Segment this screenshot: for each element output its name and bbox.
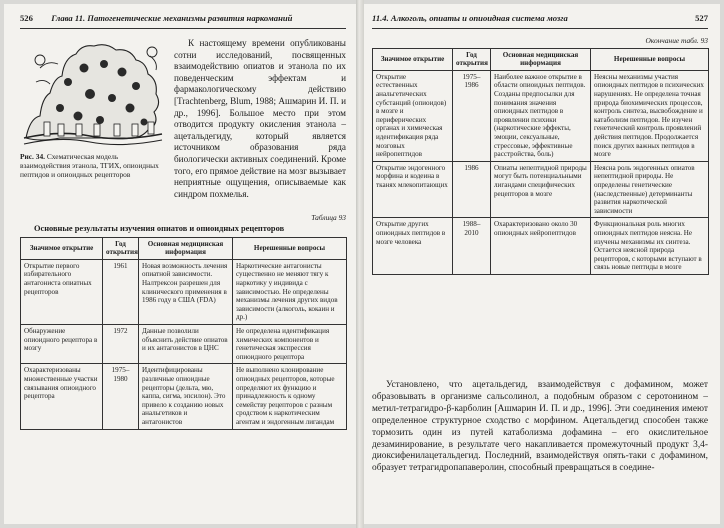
table-row — [21, 364, 347, 429]
left-page — [4, 4, 356, 524]
col-header-discovery: Значимое открытие — [21, 238, 103, 260]
cell-year: 1975–1986 — [453, 70, 491, 161]
body-paragraph: Установлено, что ацетальдегид, взаимодействуя с дофамином, может образовывать в организме сальсолинол, а подобным образом с серотонином – метил-тетрагидро-β-карболин [Ашмарин И. П. и др., 1996]. Эти соединения имеют определенное структурное сходство с морфином. Ацетальдегид способен также тормозить один из путей катаболизма дофамина – его окислительное дезаминирование, в результате чего накапливается промежуточный продукт 3,4-диоксифенилацетальдегид. Последний, взаимодействуя опять-таки с дофамином, образует тетрагидропапаверолин, способный превращаться в соедине- — [372, 380, 708, 474]
cell-info: Данные позволили объяснить действие опиатов и их антагонистов в ЦНС — [139, 324, 233, 363]
table-header-row — [373, 49, 709, 71]
left-table-tag: Таблица 93 — [311, 213, 346, 222]
figure-caption — [20, 152, 166, 180]
table-row — [373, 218, 709, 275]
intro-text-block — [174, 38, 346, 200]
cell-info: Охарактеризовано около 30 опиоидных нейропептидов — [491, 218, 591, 275]
col-header-open: Нерешенные вопросы — [233, 238, 347, 260]
left-running-head — [20, 13, 292, 23]
figure-caption-text: Схематическая модель взаимодействия этанола, ТГИХ, опиоидных пептидов и опиоидных рецепторов — [20, 152, 159, 180]
table-row — [373, 161, 709, 218]
right-table-tag: Окончание табл. 93 — [645, 36, 708, 45]
cell-open: Наркотические антагонисты существенно не меняют тягу к наркотику у индивида с зависимостью. Не определены механизмы лечения других видов зависимости (алкоголь, кокаин и др.) — [233, 259, 347, 324]
right-text-block — [372, 380, 708, 475]
cell-discovery: Открытие эндогенного морфина и кодеина в тканях млекопитающих — [373, 161, 453, 218]
right-head-title: 11.4. Алкоголь, опиаты и опиоидная система мозга — [372, 13, 568, 23]
intro-paragraph: К настоящему времени опубликованы сотни исследований, посвященных взаимодействию опиатов и этанола по их поведенческим эффектам и фармакологическому действию [Trachtenberg, Blum, 1988; Ашмарин И. П. и др., 1996]. Большое место при этом отводится продукту окисления этанола – ацетальдегиду, который является источником образования ряда биологически активных соединений. Кроме того, его прямое действие на мозг вызывает неприятные ощущения, описываемые как синдром похмелья. — [174, 38, 347, 199]
col-header-info: Основная медицинская информация — [139, 238, 233, 260]
left-head-title: Глава 11. Патогенетические механизмы развития наркоманий — [51, 13, 293, 23]
cell-discovery: Открытие первого избирательного антагониста опиатных рецепторов — [21, 259, 103, 324]
cell-year: 1975–1980 — [103, 364, 139, 429]
cell-info: Опиаты непептидной природы могут быть потенциальными лигандами специфических рецепторов в мозге — [491, 161, 591, 218]
col-header-discovery: Значимое открытие — [373, 49, 453, 71]
cell-open: Неясны механизмы участия опиоидных пептидов в психических нарушениях. Не определена точная природа биохимических процессов, контроль синтеза, высвобождение и катаболизм пептидов. Не изучен генетический контроль проявлений действия пептидов. Продолжается поиск других важных пептидов в мозге — [591, 70, 709, 161]
cell-year: 1986 — [453, 161, 491, 218]
cell-year: 1988–2010 — [453, 218, 491, 275]
cell-info: Наиболее важное открытие в области опиоидных пептидов. Созданы предпосылки для понимания значения опиоидных пептидов в проявлении психики (наркотические эффекты, эмоции, сексуальные, стрессовые, эффективные расстройства, боль) — [491, 70, 591, 161]
left-page-number: 526 — [20, 13, 33, 23]
col-header-open: Нерешенные вопросы — [591, 49, 709, 71]
cell-info: Новая возможность лечения опиатной зависимости. Налтрексон разрешен для клинического применения в 1986 году в США (FDA) — [139, 259, 233, 324]
figure-34-illustration — [20, 38, 166, 148]
table-row — [21, 324, 347, 363]
table-left — [20, 237, 347, 430]
right-running-head — [372, 13, 708, 23]
cell-discovery: Обнаружение опиоидного рецептора в мозгу — [21, 324, 103, 363]
cell-discovery: Открытие естественных анальгетических субстанций (опиоидов) в мозге и периферических органах и химическая идентификация ряда мозговых нейропептидов — [373, 70, 453, 161]
cell-open: Неясна роль эндогенных опиатов непептидной природы. Не определены генетические (наследственные) детерминанты развития наркотической зависимости — [591, 161, 709, 218]
figure-caption-label: Рис. 34. — [20, 152, 45, 161]
table-header-row — [21, 238, 347, 260]
table-title: Основные результаты изучения опиатов и опиоидных рецепторов — [34, 224, 285, 233]
col-header-year: Год открытия — [103, 238, 139, 260]
book-gutter — [356, 0, 364, 528]
right-page-number: 527 — [695, 13, 708, 23]
left-header-rule — [20, 28, 346, 29]
cell-open: Не определена идентификация химических компонентов и генетическая экспрессия опиоидного рецептора — [233, 324, 347, 363]
cell-discovery: Открытие других опиоидных пептидов в мозге человека — [373, 218, 453, 275]
cell-open: Функциональная роль многих опиоидных пептидов неясна. Не изучены механизмы их синтеза. Остается неясной природа рецепторов, с которыми вступают в связь новые пептиды в мозге — [591, 218, 709, 275]
table-row — [21, 259, 347, 324]
right-page — [364, 4, 720, 524]
col-header-year: Год открытия — [453, 49, 491, 71]
cell-year: 1961 — [103, 259, 139, 324]
cell-year: 1972 — [103, 324, 139, 363]
col-header-info: Основная медицинская информация — [491, 49, 591, 71]
cell-discovery: Охарактеризованы множественные участки связывания опиоидного рецептора — [21, 364, 103, 429]
table-right — [372, 48, 709, 275]
cell-info: Идентифицированы различные опиоидные рецепторы (дельта, мю, каппа, сигма, эпсилон). Это привело к созданию новых анальгетиков и антагонистов — [139, 364, 233, 429]
cell-open: Не выполнено клонирование опиоидных рецепторов, которые определяют их функцию и принадлежность к одному семейству рецепторов с разным сродством к наркотическим агентам и эндогенным лигандам — [233, 364, 347, 429]
right-header-rule — [372, 28, 708, 29]
table-row — [373, 70, 709, 161]
